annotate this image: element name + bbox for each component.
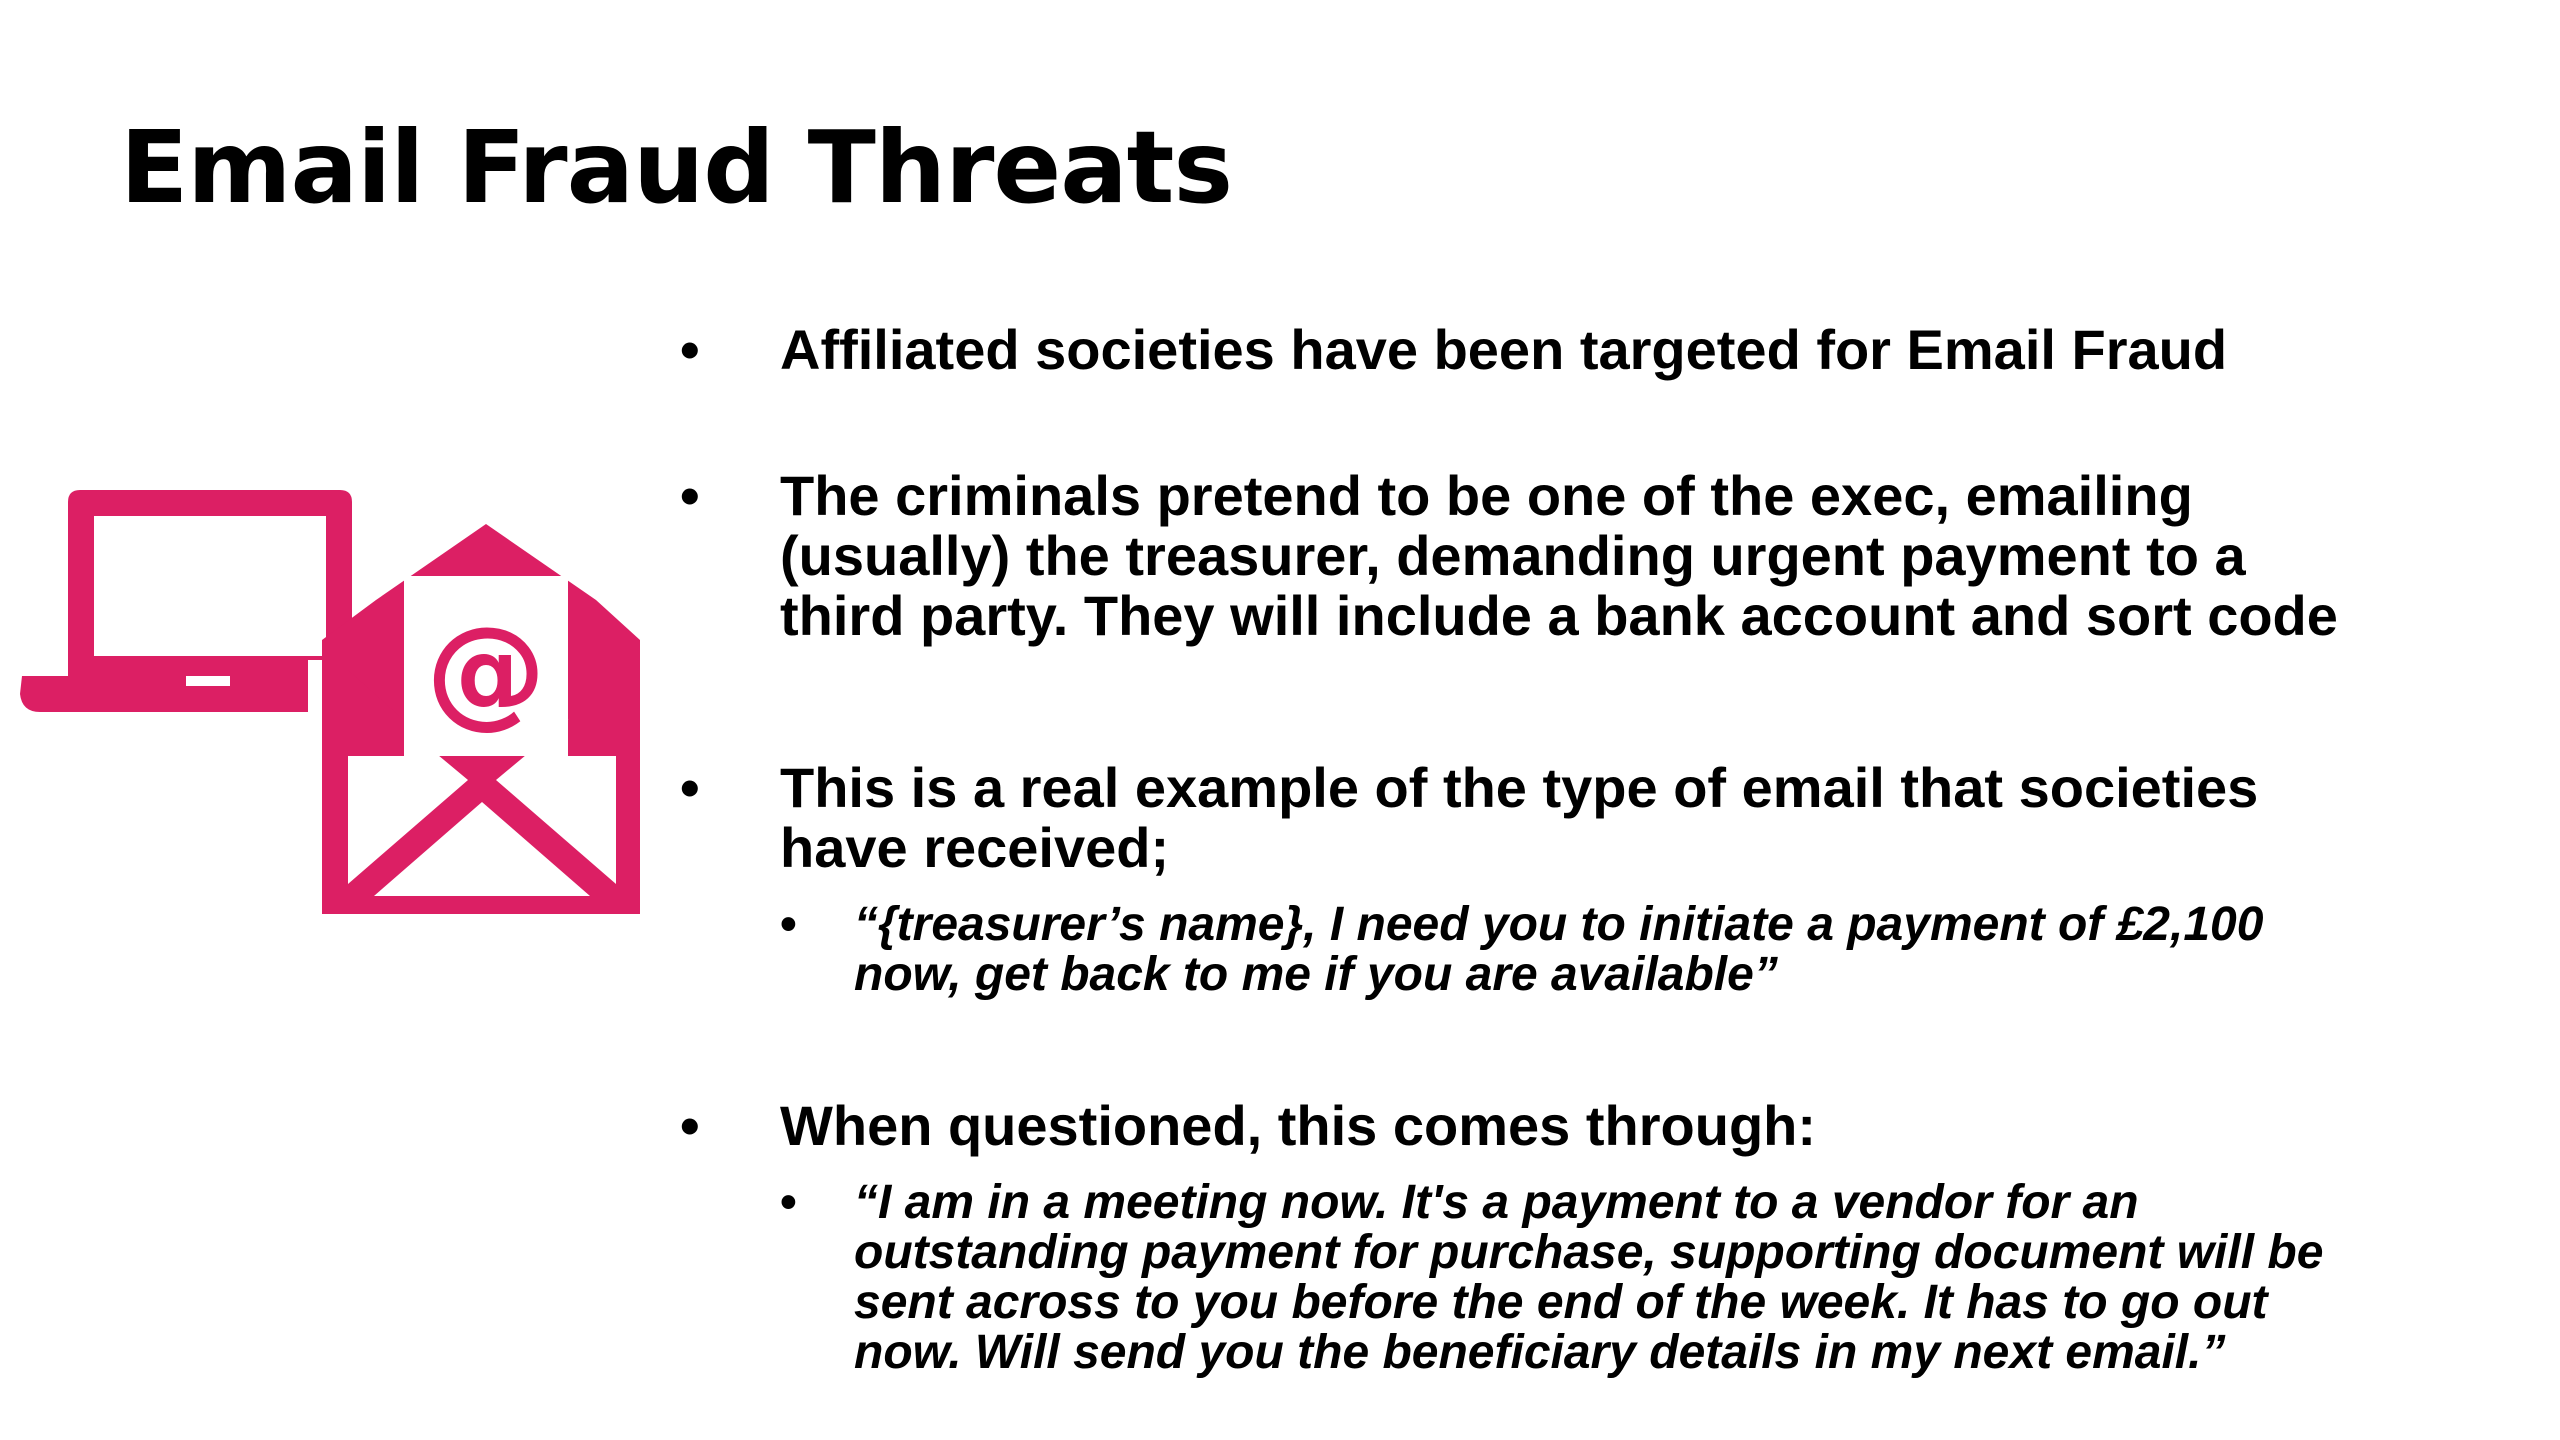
at-icon: @	[426, 602, 546, 741]
laptop-icon	[20, 490, 352, 712]
bullet-real-example	[680, 758, 2520, 1000]
bullet-criminals	[680, 466, 2520, 646]
bullet-line: have received;	[780, 816, 1170, 879]
laptop-email-icon	[18, 480, 658, 920]
bullet-list	[680, 320, 2520, 1378]
bullet-line: • When questioned, this comes through:	[780, 1094, 1816, 1157]
bullet-line: (usually) the treasurer, demanding urgent payment to a	[780, 524, 2246, 587]
bullet-questioned	[680, 1096, 2520, 1378]
quote-line: now, get back to me if you are available”	[854, 948, 1778, 1001]
quote-line: sent across to you before the end of the week. It has to go out	[854, 1276, 2268, 1329]
quote-line: • “{treasurer’s name}, I need you to initiate a payment of £2,100	[854, 898, 2264, 951]
sub-bullet-list	[780, 1178, 2520, 1378]
bullet-line: third party. They will include a bank account and sort code	[780, 584, 2338, 647]
bullet-line: • This is a real example of the type of email that societies	[780, 756, 2259, 819]
quote-example-email	[780, 900, 2520, 1000]
quote-line: outstanding payment for purchase, supporting document will be	[854, 1226, 2324, 1279]
envelope-icon	[308, 524, 640, 914]
quote-line: now. Will send you the beneficiary details in my next email.”	[854, 1326, 2226, 1379]
bullet-line: • The criminals pretend to be one of the exec, emailing	[780, 464, 2193, 527]
quote-line: • “I am in a meeting now. It's a payment to a vendor for an	[854, 1176, 2139, 1229]
bullet-targeted	[680, 320, 2520, 380]
slide-title: Email Fraud Threats	[120, 109, 1233, 226]
quote-follow-up-email	[780, 1178, 2520, 1378]
sub-bullet-list	[780, 900, 2520, 1000]
bullet-line: • Affiliated societies have been targeted for Email Fraud	[780, 318, 2228, 381]
